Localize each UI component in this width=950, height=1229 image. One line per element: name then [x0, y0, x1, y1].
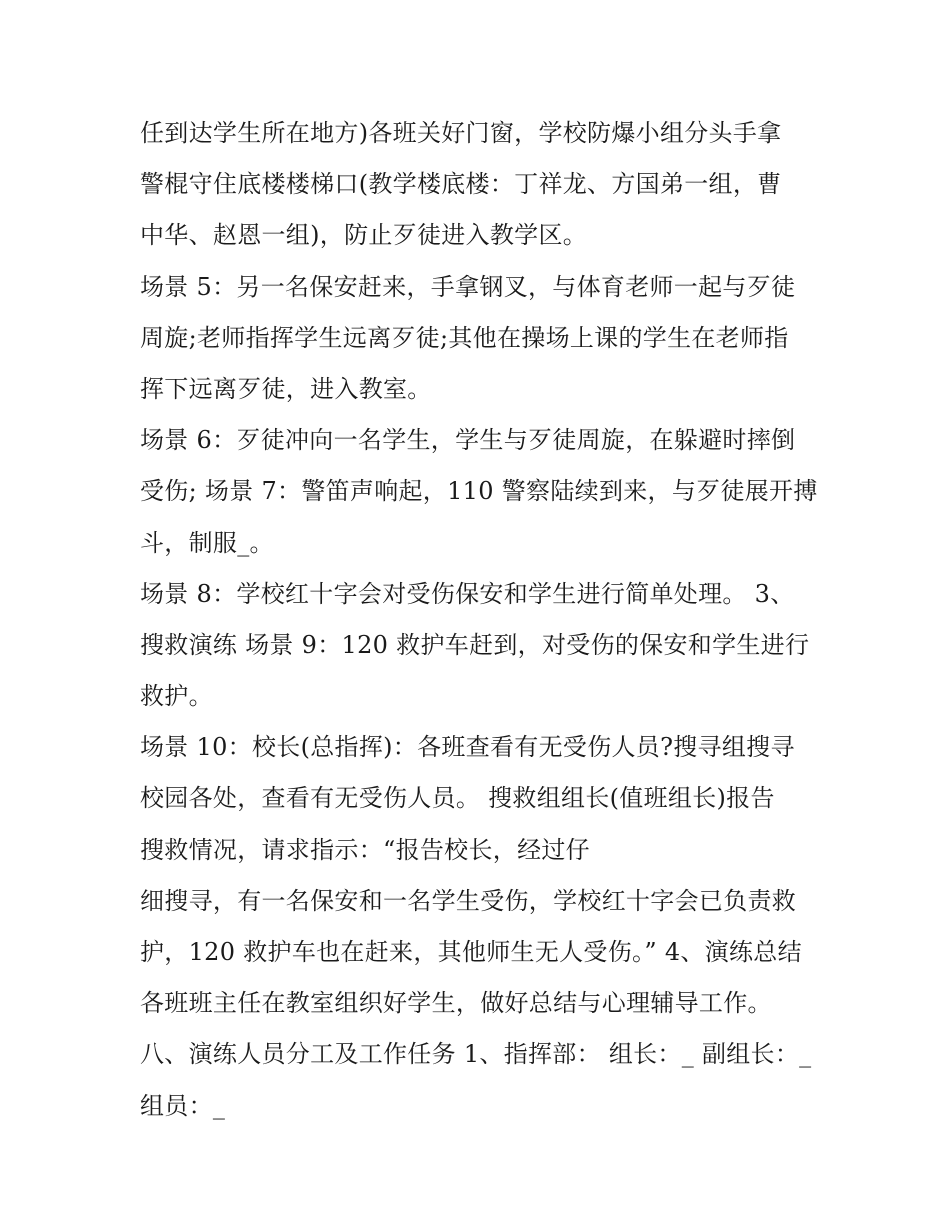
text-line: 斗，制服_。 — [140, 528, 274, 557]
text-line: 中华、赵恩一组)，防止歹徒进入教学区。 — [140, 221, 588, 250]
text-line: 场景 10：校长(总指挥)：各班查看有无受伤人员?搜寻组搜寻 — [140, 733, 795, 762]
text-line: 挥下远离歹徒，进入教室。 — [140, 374, 432, 403]
text-line: 搜救演练 场景 9：120 救护车赶到，对受伤的保安和学生进行 — [140, 630, 810, 659]
text-line: 周旋;老师指挥学生远离歹徒;其他在操场上课的学生在老师指 — [140, 323, 789, 352]
text-line: 任到达学生所在地方)各班关好门窗，学校防爆小组分头手拿 — [140, 119, 782, 147]
text-line: 救护。 — [140, 682, 213, 711]
text-line: 护，120 救护车也在赶来，其他师生无人受伤。” 4、演练总结 — [140, 938, 802, 966]
text-line: 校园各处，查看有无受伤人员。 搜救组组长(值班组长)报告 — [140, 784, 775, 813]
text-line: 场景 8：学校红十字会对受伤保安和学生进行简单处理。 3、 — [140, 579, 795, 608]
text-line: 搜救情况，请求指示：“报告校长，经过仔 — [140, 835, 590, 864]
text-line: 警棍守住底楼楼梯口(教学楼底楼：丁祥龙、方国弟一组，曹 — [140, 170, 782, 199]
text-line: 组员：_ — [140, 1091, 226, 1120]
text-line: 受伤; 场景 7：警笛声响起，110 警察陆续到来，与歹徒展开搏 — [140, 477, 818, 506]
text-line: 八、演练人员分工及工作任务 1、指挥部： 组长：_ 副组长：_ — [140, 1040, 812, 1069]
text-line: 各班班主任在教室组织好学生，做好总结与心理辅导工作。 — [140, 989, 772, 1018]
text-line: 细搜寻，有一名保安和一名学生受伤，学校红十字会已负责救 — [140, 886, 797, 915]
text-line: 场景 6：歹徒冲向一名学生，学生与歹徒周旋，在躲避时摔倒 — [140, 426, 796, 455]
text-line: 场景 5：另一名保安赶来，手拿钢叉，与体育老师一起与歹徒 — [140, 272, 796, 301]
document-body — [140, 108, 830, 1132]
